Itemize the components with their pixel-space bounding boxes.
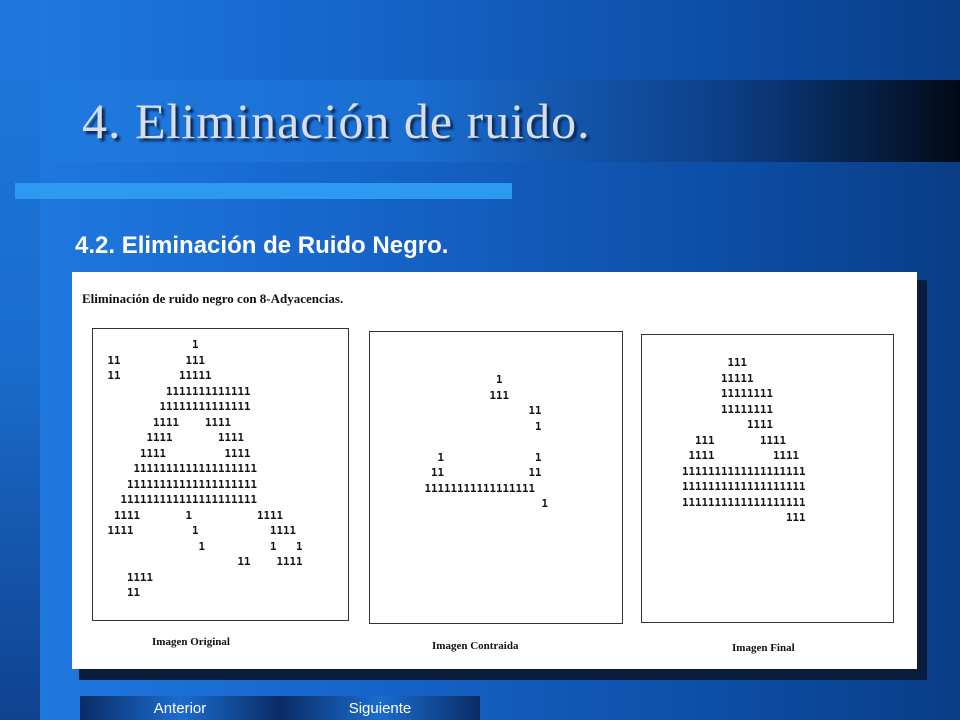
navigation-bar bbox=[80, 696, 480, 720]
final-image-grid: 111 11111 11111111 11111111 1111 111 1111 1111 1111 1111111111111111111 1111111111111111111 1111111111111111111 111 bbox=[682, 356, 806, 524]
accent-bar bbox=[15, 183, 512, 199]
slide-subtitle: 4.2. Eliminación de Ruido Negro. bbox=[75, 232, 449, 259]
figure-panel bbox=[72, 272, 917, 669]
previous-button[interactable]: Anterior bbox=[80, 696, 280, 720]
final-image-box bbox=[641, 334, 894, 623]
original-image-caption: Imagen Original bbox=[152, 636, 230, 648]
slide-title: 4. Eliminación de ruido. bbox=[82, 93, 591, 149]
figure-heading: Eliminación de ruido negro con 8-Adyacencias. bbox=[82, 291, 344, 306]
contracted-image-caption: Imagen Contraida bbox=[432, 640, 519, 652]
original-image-grid: 1 11 111 11 11111 1111111111111 11111111111111 1111 1111 1111 1111 1111 1111 1111111111111111111 11111111111111111111 111111111111111111111 1111 1 1111 1111 1 1111 1 1 1 11 1111 1111 11 bbox=[107, 338, 303, 599]
contracted-image-grid: 1 111 11 1 1 1 11 11 11111111111111111 1 bbox=[424, 373, 549, 510]
next-button[interactable]: Siguiente bbox=[280, 696, 480, 720]
original-image-box bbox=[92, 328, 349, 621]
left-decorative-band bbox=[0, 0, 40, 720]
final-image-caption: Imagen Final bbox=[732, 642, 795, 654]
contracted-image-box bbox=[369, 331, 623, 624]
